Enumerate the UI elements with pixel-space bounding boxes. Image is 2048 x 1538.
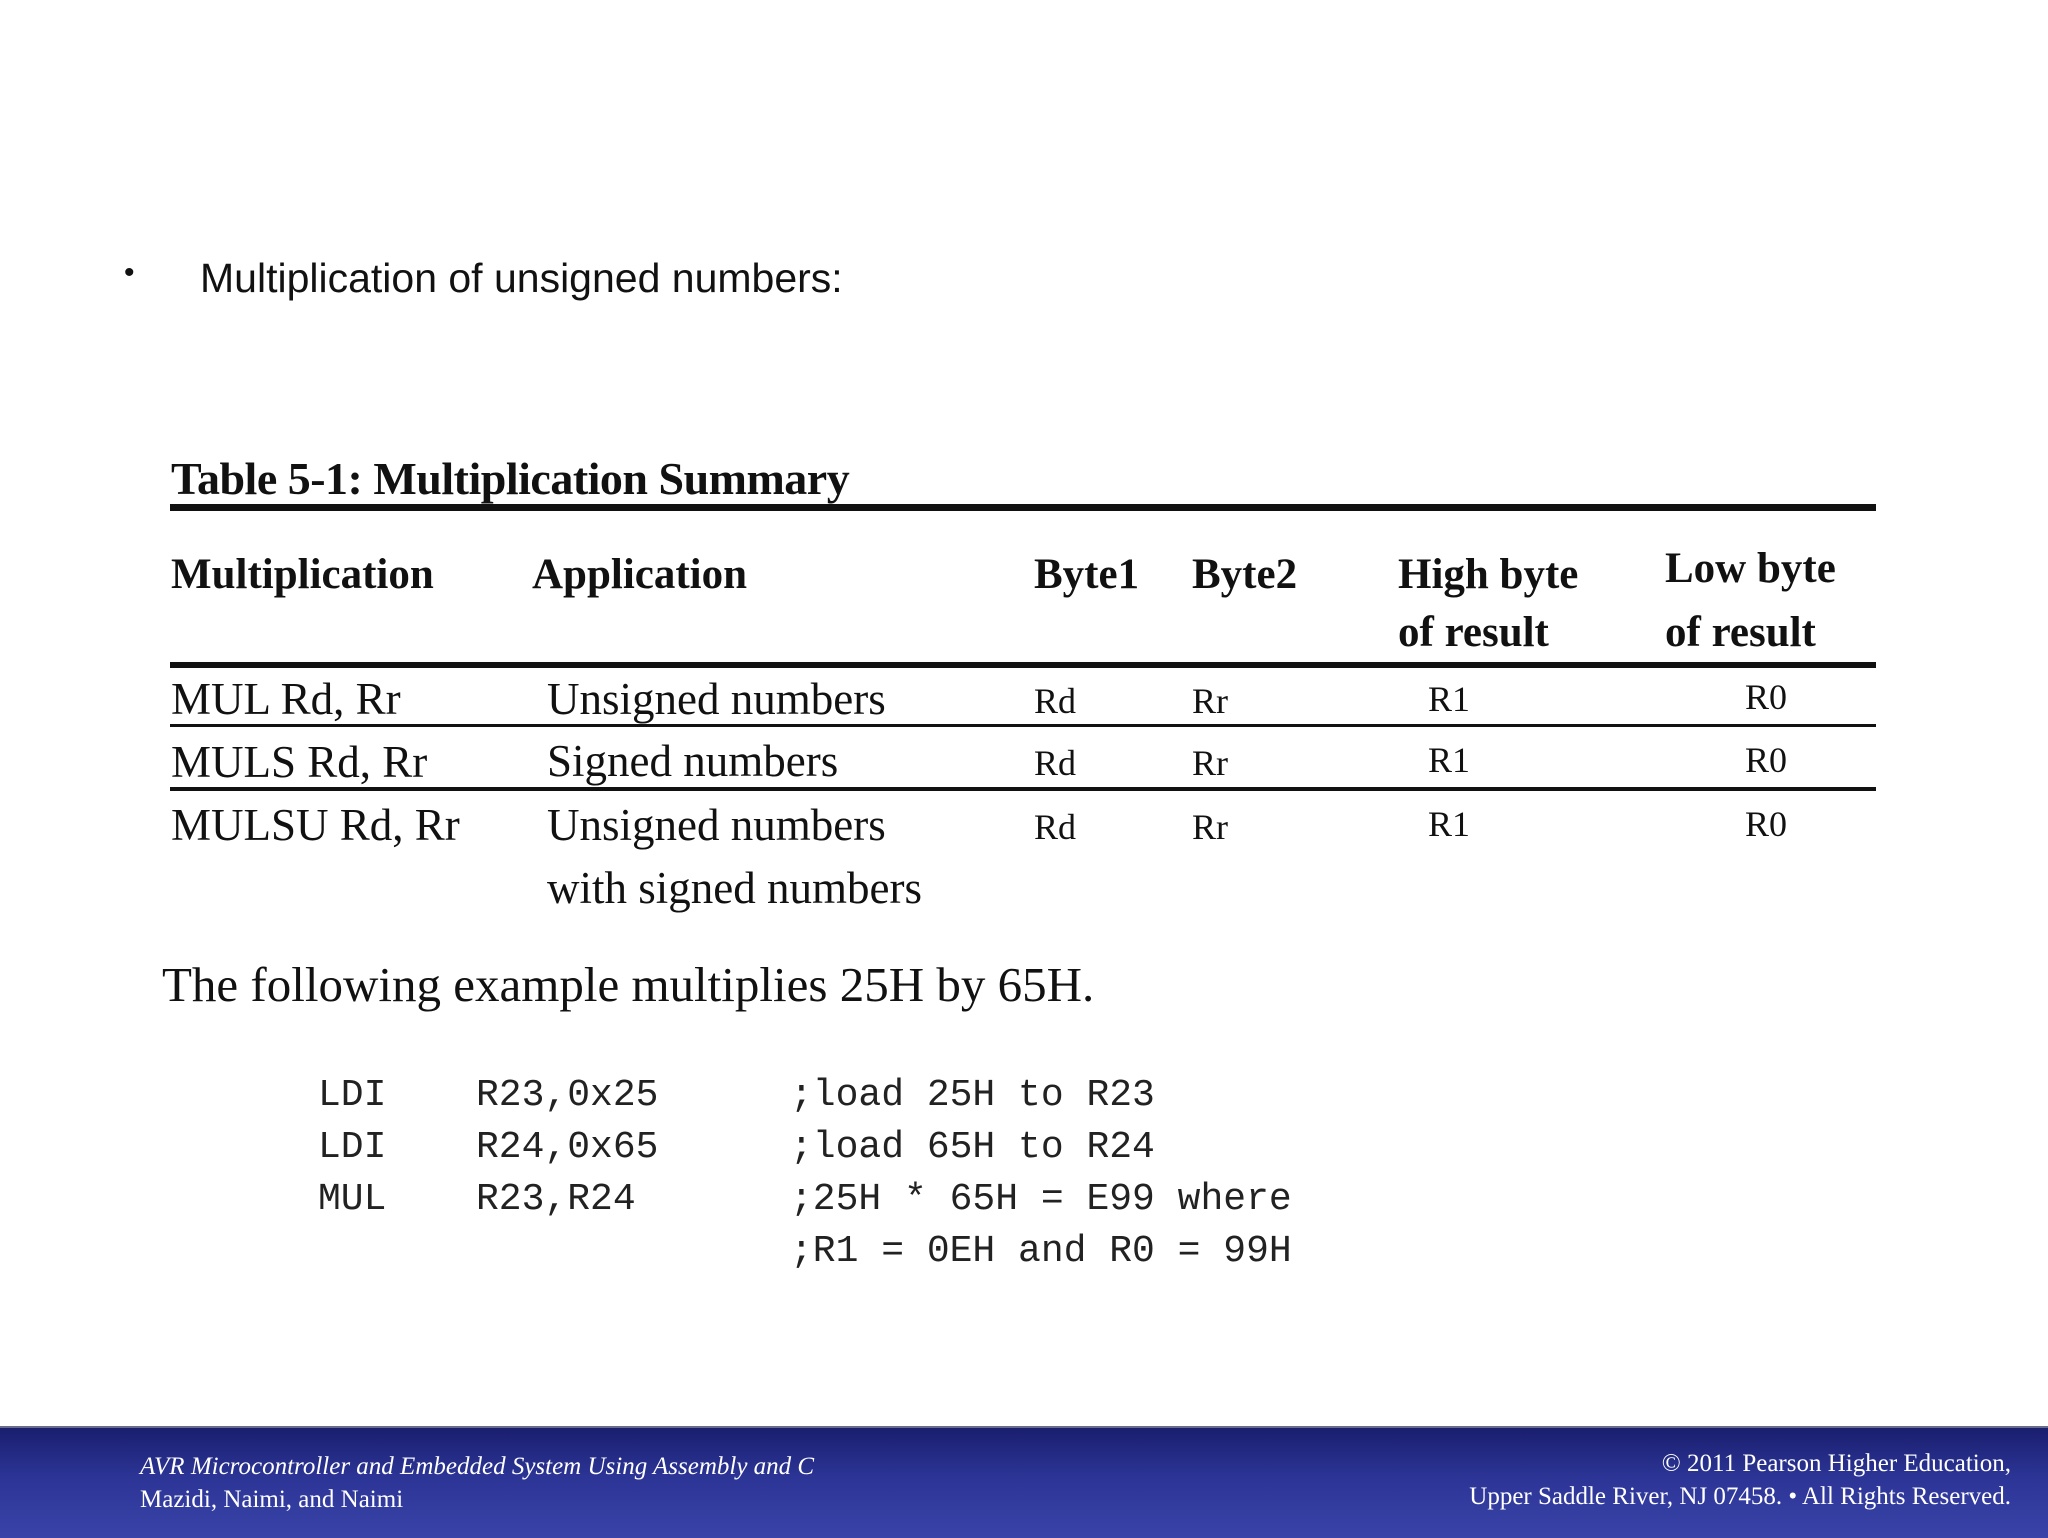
cell-low: R0 [1745,740,1788,780]
cell-byte2: Rr [1192,807,1228,847]
header-byte2: Byte2 [1192,551,1298,598]
header-high-byte-line1: High byte [1398,551,1579,598]
header-multiplication: Multiplication [171,551,434,598]
cell-application: Unsigned numbers [547,674,886,724]
code-line [318,1226,1292,1278]
code-operands: R23,0x25 [476,1074,659,1117]
cell-high: R1 [1428,804,1471,844]
footer-bar [0,1426,2048,1538]
code-line [318,1122,1155,1174]
header-low-byte-line1: Low byte [1665,545,1836,592]
code-comment: ;R1 = 0EH and R0 = 99H [790,1230,1292,1273]
code-line [318,1174,1292,1226]
cell-multiplication: MUL Rd, Rr [171,674,401,724]
code-listing [318,1070,1292,1278]
code-comment: ;load 25H to R23 [790,1074,1155,1117]
cell-byte2: Rr [1192,743,1228,783]
cell-low: R0 [1745,677,1788,717]
code-opcode: MUL [318,1178,387,1221]
cell-byte1: Rd [1034,807,1077,847]
code-line [318,1070,1155,1122]
bullet-item [118,255,843,302]
code-opcode: LDI [318,1074,387,1117]
cell-high: R1 [1428,679,1471,719]
code-comment: ;25H * 65H = E99 where [790,1178,1292,1221]
cell-application-line2: with signed numbers [547,863,922,913]
cell-multiplication: MULSU Rd, Rr [171,800,460,850]
table-title: Table 5-1: Multiplication Summary [171,453,850,504]
footer-book-title: AVR Microcontroller and Embedded System Using Assembly and C [140,1453,815,1480]
header-high-byte-line2: of result [1398,609,1549,656]
table-header-rule [170,662,1876,668]
code-operands: R23,R24 [476,1178,636,1221]
example-description: The following example multiplies 25H by 65H. [162,957,1095,1012]
cell-application: Unsigned numbers [547,800,886,850]
table-row-rule [170,724,1876,727]
footer-copyright-line2: Upper Saddle River, NJ 07458. • All Rights Reserved. [1469,1483,2011,1510]
cell-byte2: Rr [1192,681,1228,721]
cell-application: Signed numbers [547,736,839,786]
cell-low: R0 [1745,804,1788,844]
footer-copyright [1469,1447,2011,1513]
header-low-byte-line2: of result [1665,609,1816,656]
code-comment: ;load 65H to R24 [790,1126,1155,1169]
code-opcode: LDI [318,1126,387,1169]
bullet-text: Multiplication of unsigned numbers: [200,255,843,301]
table-top-rule [170,504,1876,511]
cell-byte1: Rd [1034,681,1077,721]
footer-copyright-line1: © 2011 Pearson Higher Education, [1661,1450,2011,1477]
cell-high: R1 [1428,740,1471,780]
header-byte1: Byte1 [1034,551,1140,598]
code-operands: R24,0x65 [476,1126,659,1169]
header-application: Application [532,551,748,598]
footer-authors: Mazidi, Naimi, and Naimi [140,1486,404,1513]
cell-multiplication: MULS Rd, Rr [171,737,428,787]
table-row-rule [170,787,1876,791]
cell-byte1: Rd [1034,743,1077,783]
footer-book-info [140,1450,814,1516]
bullet-icon: • [124,255,135,289]
